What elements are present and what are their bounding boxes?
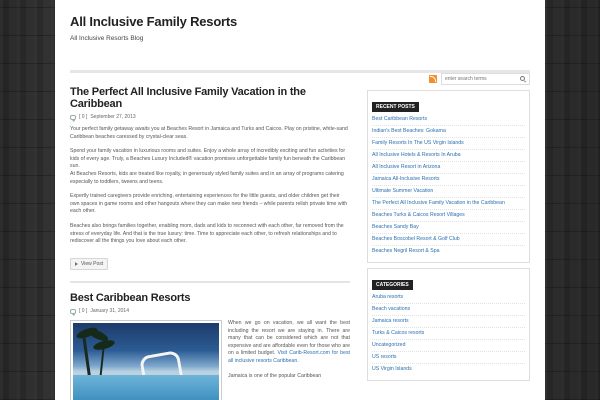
post-title[interactable]: The Perfect All Inclusive Family Vacation in the Caribbean bbox=[70, 86, 306, 110]
search-row bbox=[367, 73, 530, 85]
recent-post-link[interactable]: Beaches Sandy Bay bbox=[372, 222, 525, 234]
site-description: All Inclusive Resorts Blog bbox=[70, 35, 144, 42]
comment-icon bbox=[70, 115, 76, 120]
categories-widget bbox=[367, 268, 530, 381]
carib-resort-link[interactable]: Visit Carib-Resort.com for best all inclusive resorts Caribbean. bbox=[228, 350, 350, 364]
post-thumbnail[interactable] bbox=[70, 320, 222, 400]
site-title[interactable]: All Inclusive Family Resorts bbox=[70, 14, 238, 29]
post-paragraph-text: Spend your family vacation in luxurious rooms and suites. Enjoy a whole array of incredibly exciting and fun activities for kids of every age. Truly, a Beaches Luxury Included® vacation promises unforgettable family fun beneath the Caribbean sun. bbox=[70, 148, 346, 170]
post-body bbox=[70, 126, 350, 246]
recent-post-link[interactable]: Best Caribbean Resorts bbox=[372, 114, 525, 126]
recent-posts-widget bbox=[367, 90, 530, 263]
category-link[interactable]: Aruba resorts bbox=[372, 292, 525, 304]
category-link[interactable]: US resorts bbox=[372, 352, 525, 364]
post-meta bbox=[70, 114, 350, 120]
palm-tree bbox=[82, 333, 91, 378]
page bbox=[55, 0, 545, 400]
recent-post-link[interactable]: Beaches Negril Resort & Spa bbox=[372, 248, 440, 254]
recent-post-link[interactable]: Ultimate Summer Vacation bbox=[372, 186, 525, 198]
recent-post-link[interactable]: Beaches Turks & Caicos Resort Villages bbox=[372, 210, 525, 222]
post-paragraph: Your perfect family getaway awaits you at Beaches Resort in Jamaica and Turks and Caicos. Play on pristine, white-sand Caribbean beaches caressed by crystal-clear seas. bbox=[70, 126, 348, 140]
view-post-button[interactable] bbox=[70, 258, 108, 270]
post-date: January 31, 2014 bbox=[90, 308, 129, 314]
sidebar bbox=[367, 70, 530, 381]
recent-post-link[interactable]: Family Resorts In The US Virgin Islands bbox=[372, 138, 525, 150]
category-link[interactable]: Uncategorized bbox=[372, 340, 525, 352]
comment-icon bbox=[70, 309, 76, 314]
category-link[interactable]: Beach vacations bbox=[372, 304, 525, 316]
search-box[interactable] bbox=[441, 73, 530, 85]
post bbox=[70, 292, 350, 400]
recent-post-link[interactable]: Jamaica All-Inclusive Resorts bbox=[372, 174, 525, 186]
comments-link[interactable]: [ 0 ] bbox=[79, 308, 88, 314]
search-icon[interactable] bbox=[520, 76, 525, 81]
category-link[interactable]: US Virgin Islands bbox=[372, 366, 412, 372]
recent-post-link[interactable]: All Inclusive Hotels & Resorts In Aruba bbox=[372, 150, 525, 162]
post-excerpt-text: Jamaica is one of the popular Caribbean bbox=[228, 373, 322, 380]
category-link[interactable]: Turks & Caicos resorts bbox=[372, 328, 525, 340]
pool-water bbox=[73, 375, 219, 400]
post-paragraph-text: At Beaches Resorts, kids are treated like royalty, in generously styled family suites and in an array of programs catering especially to toddlers, tweens and teens. bbox=[70, 170, 344, 185]
rss-icon[interactable] bbox=[429, 75, 437, 83]
recent-posts-list bbox=[372, 114, 525, 257]
post-title[interactable]: Best Caribbean Resorts bbox=[70, 292, 191, 304]
post-excerpt bbox=[228, 320, 350, 400]
widget-title: CATEGORIES bbox=[372, 280, 413, 290]
comments-link[interactable]: [ 0 ] bbox=[79, 114, 88, 120]
post-date: September 27, 2013 bbox=[90, 114, 136, 120]
post-meta bbox=[70, 308, 350, 314]
recent-post-link[interactable]: Beaches Boscobel Resort & Golf Club bbox=[372, 234, 525, 246]
resort-pool-image bbox=[73, 323, 219, 400]
search-input[interactable] bbox=[445, 76, 520, 82]
recent-post-link[interactable]: Indian's Best Beaches: Gokarna bbox=[372, 126, 525, 138]
arrow-right-icon bbox=[75, 262, 78, 266]
header bbox=[70, 14, 530, 42]
post-paragraph: Expertly trained caregivers provide enriching, entertaining experiences for the little guests, and older children get their own spaces in game rooms and other hangouts where they can make new friends – while parents relish private time with each other. bbox=[70, 193, 348, 215]
post-paragraph bbox=[70, 148, 350, 186]
recent-post-link[interactable]: The Perfect All Inclusive Family Vacation in the Caribbean bbox=[372, 198, 525, 210]
post-excerpt-text: When we go on vacation, we all want the best including the resort we are staying in. There are many that can be considered which are not that expensive and are affordable even for those who are on a limited budget. bbox=[228, 320, 350, 357]
recent-post-link[interactable]: All Inclusive Resort in Arizona bbox=[372, 162, 525, 174]
categories-list bbox=[372, 292, 525, 375]
view-post-label: View Post bbox=[81, 260, 104, 267]
category-link[interactable]: Jamaica resorts bbox=[372, 316, 525, 328]
post-paragraph: Beaches also brings families together, enabling mom, dads and kids to reconnect with each other, far removed from the stress of everyday life. And that is the true luxury: time. Time to appreciate each other, to refresh relationships and to rediscover all the things you love about each other. bbox=[70, 222, 344, 245]
widget-title: RECENT POSTS bbox=[372, 102, 419, 112]
main-content bbox=[70, 86, 350, 271]
post-divider bbox=[70, 281, 350, 283]
post-content bbox=[70, 320, 350, 400]
